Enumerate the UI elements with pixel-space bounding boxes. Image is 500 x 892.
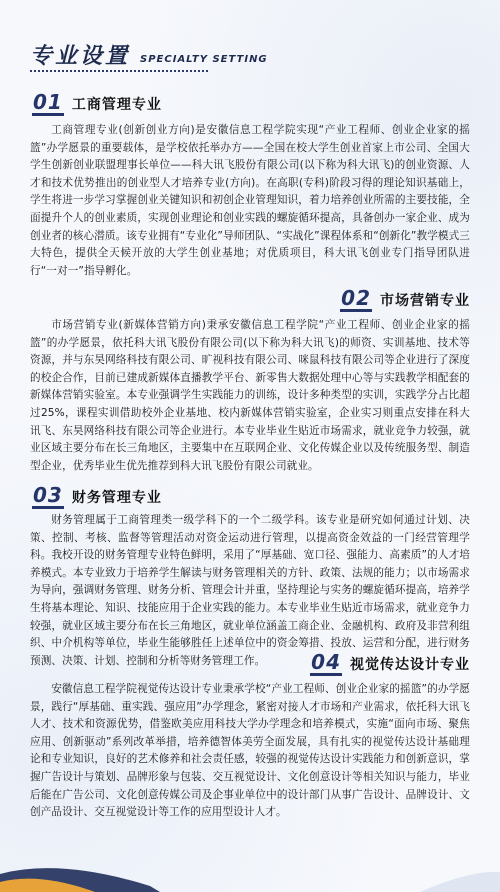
section-heading xyxy=(340,288,470,312)
section-body: 工商管理专业(创新创业方向)是安徽信息工程学院实现“产业工程师、创业企业家的摇篮”办学愿景的重要载体，是学校依托举办方——全国在校大学生创业首家上市公司、全国大学生创新创业联盟理事长单位——科大讯飞股份有限公司(以下称为科大讯飞)的创业资源、人才和技术优势推出的创业型人才培养专业(方向)。在高职(专科)阶段习得的理论知识基础上，学生将进一步学习掌握创业关键知识和初创企业管理知识，着力培养创业所需的主要技能，全面提升个人的创业素质，实现创业理论和创业实践的螺旋循环提高，具备创办一家企业、成为创业者的核心潜质。该专业拥有“专业化”导师团队、“实战化”课程体系和“创新化”教学模式三大特色，提供全天候开放的大学生创业基地；对优质项目，科大讯飞创业专门指导团队进行“一对一”指导孵化。 xyxy=(30,124,470,277)
section-body: 财务管理属于工商管理类一级学科下的一个二级学科。该专业是研究如何通过计划、决策、控制、考核、监督等管理活动对资金运动进行管理，以提高资金效益的一门经营管理学科。我校开设的财务管理专业特色鲜明，采用了“厚基础、宽口径、强能力、高素质”的人才培养模式。本专业致力于培养学生解读与财务管理相关的方针、政策、法规的能力；以市场需求为导向，强调财务管理、财务分析、管理会计并重，坚持理论与实务的螺旋循环提高，培养学生将基本理论、知识、技能应用于企业实践的能力。本专业毕业生贴近市场需求，就业竞争力较强，就业区域主要分布在长三角地区，就业单位涵盖工商企业、金融机构、政府及非营利组织、中介机构等单位，毕业生能够胜任上述单位中的资金筹措、投放、运营和分配，进行财务预测、决策、计划、控制和分析等财务管理工作。 xyxy=(30,514,470,667)
section-heading xyxy=(32,92,162,116)
header-divider xyxy=(30,70,208,72)
page-header xyxy=(30,34,268,70)
section-title: 财务管理专业 xyxy=(71,490,162,506)
page-subtitle: SPECIALTY SETTING xyxy=(140,54,268,65)
decorative-corner xyxy=(0,852,500,892)
section-number: 03 xyxy=(33,483,63,507)
page-title: 专业设置 xyxy=(30,44,131,69)
section-heading xyxy=(32,485,162,509)
section-title: 市场营销专业 xyxy=(380,293,470,309)
section-number: 02 xyxy=(341,286,371,310)
section-heading xyxy=(310,652,470,676)
section-number: 01 xyxy=(33,90,63,114)
section-title: 视觉传达设计专业 xyxy=(350,657,470,673)
section-title: 工商管理专业 xyxy=(71,97,162,113)
section-body: 安徽信息工程学院视觉传达设计专业秉承学校“产业工程师、创业企业家的摇篮”的办学愿景，践行“厚基础、重实践、强应用”办学理念，紧密对接人才市场和产业需求，依托科大讯飞人才、技术和资源优势，借鉴欧美应用科技大学办学理念和培养模式，实施“面向市场、聚焦应用、创新驱动”系列改革举措，培养德智体美劳全面发展，具有扎实的视觉传达设计基础理论和专业知识，良好的艺术修养和社会责任感，较强的视觉传达设计实践能力和创新意识，掌握广告设计与策划、品牌形象与包装、交互视觉设计、文化创意设计等相关知识与能力，毕业后能在广告公司、文化创意传媒公司及企事业单位中的设计部门从事广告设计、品牌设计、文创产品设计、交互视觉设计等工作的应用型设计人才。 xyxy=(30,683,470,819)
section-body: 市场营销专业(新媒体营销方向)秉承安徽信息工程学院“产业工程师、创业企业家的摇篮”的办学愿景，依托科大讯飞股份有限公司(以下称为科大讯飞)的师资、实训基地、技术等资源，并与东昊网络科技有限公司、旷视科技有限公司、咪鼠科技有限公司等企业进行了深度的校企合作，目前已建成新媒体直播教学平台、新零售大数据处理中心等与实践教学相配套的新媒体营销实验室。本专业强调学生实践能力的训练，设计多种类型的实训，实践学分占比超过25%，课程实训借助校外企业基地、校内新媒体营销实验室，企业实习则重点安排在科大讯飞、东昊网络科技有限公司等企业进行。本专业毕业生贴近市场需求，就业竞争力较强，就业区域主要分布在长三角地区，主要集中在互联网企业、文化传媒企业以及传统服务型、制造型企业，优秀毕业生优先推荐到科大讯飞股份有限公司就业。 xyxy=(30,319,470,472)
section-number: 04 xyxy=(311,650,341,674)
